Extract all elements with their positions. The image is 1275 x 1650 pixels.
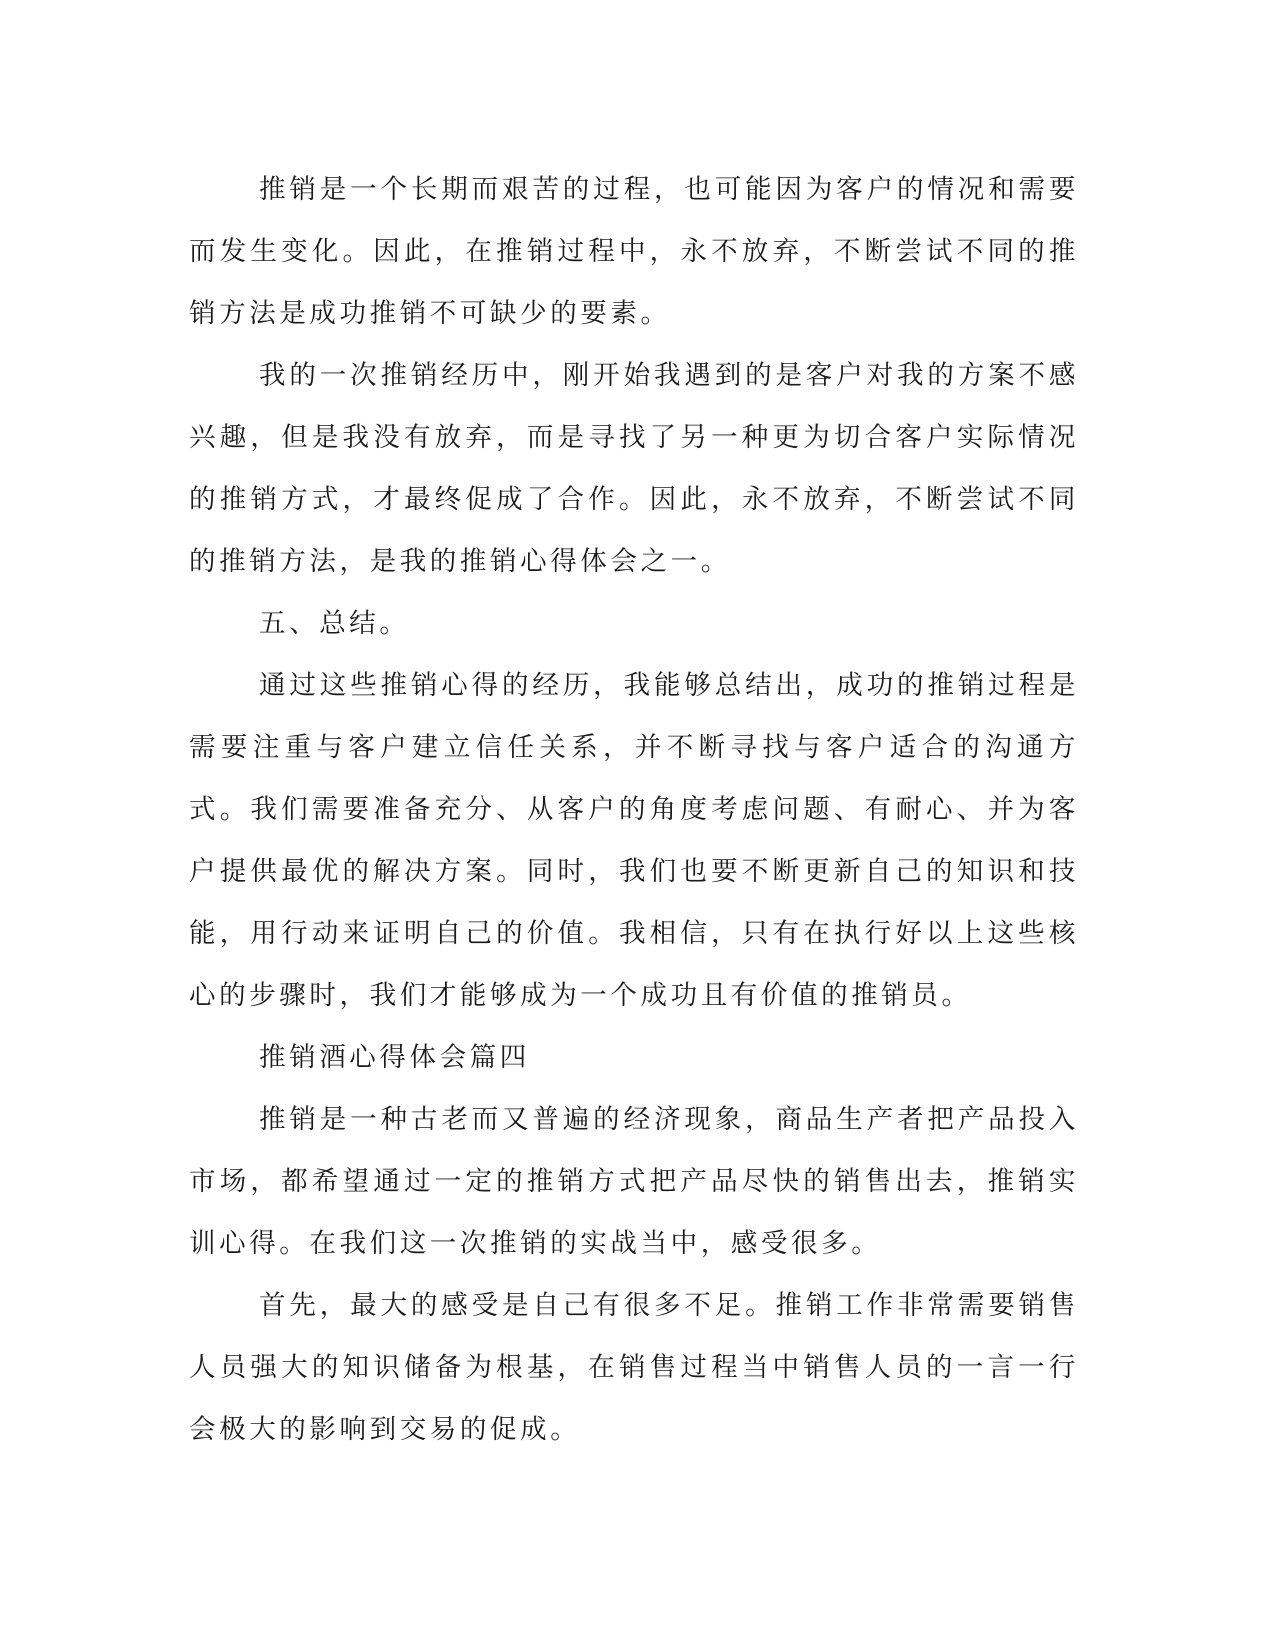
article-title: 推销酒心得体会篇四	[259, 1042, 530, 1073]
paragraph-persistence: 推销是一个长期而艰苦的过程，也可能因为客户的情况和需要而发生变化。因此，在推销过程中，永不放弃，不断尝试不同的推销方法是成功推销不可缺少的要素。	[189, 174, 1079, 329]
paragraph-experience: 我的一次推销经历中，刚开始我遇到的是客户对我的方案不感兴趣，但是我没有放弃，而是寻找了另一种更为切合客户实际情况的推销方式，才最终促成了合作。因此，永不放弃，不断尝试不同的推销方法，是我的推销心得体会之一。	[189, 360, 1079, 577]
paragraph-summary: 通过这些推销心得的经历，我能够总结出，成功的推销过程是需要注重与客户建立信任关系，并不断寻找与客户适合的沟通方式。我们需要准备充分、从客户的角度考虑问题、有耐心、并为客户提供最优的解决方案。同时，我们也要不断更新自己的知识和技能，用行动来证明自己的价值。我相信，只有在执行好以上这些核心的步骤时，我们才能够成为一个成功且有价值的推销员。	[189, 670, 1079, 1011]
paragraph-first-feeling: 首先，最大的感受是自己有很多不足。推销工作非常需要销售人员强大的知识储备为根基，在销售过程当中销售人员的一言一行会极大的影响到交易的促成。	[189, 1290, 1079, 1445]
section-heading-summary: 五、总结。	[259, 608, 410, 639]
paragraph-intro: 推销是一种古老而又普遍的经济现象，商品生产者把产品投入市场，都希望通过一定的推销方式把产品尽快的销售出去，推销实训心得。在我们这一次推销的实战当中，感受很多。	[189, 1104, 1079, 1259]
document-body	[189, 159, 1079, 1461]
